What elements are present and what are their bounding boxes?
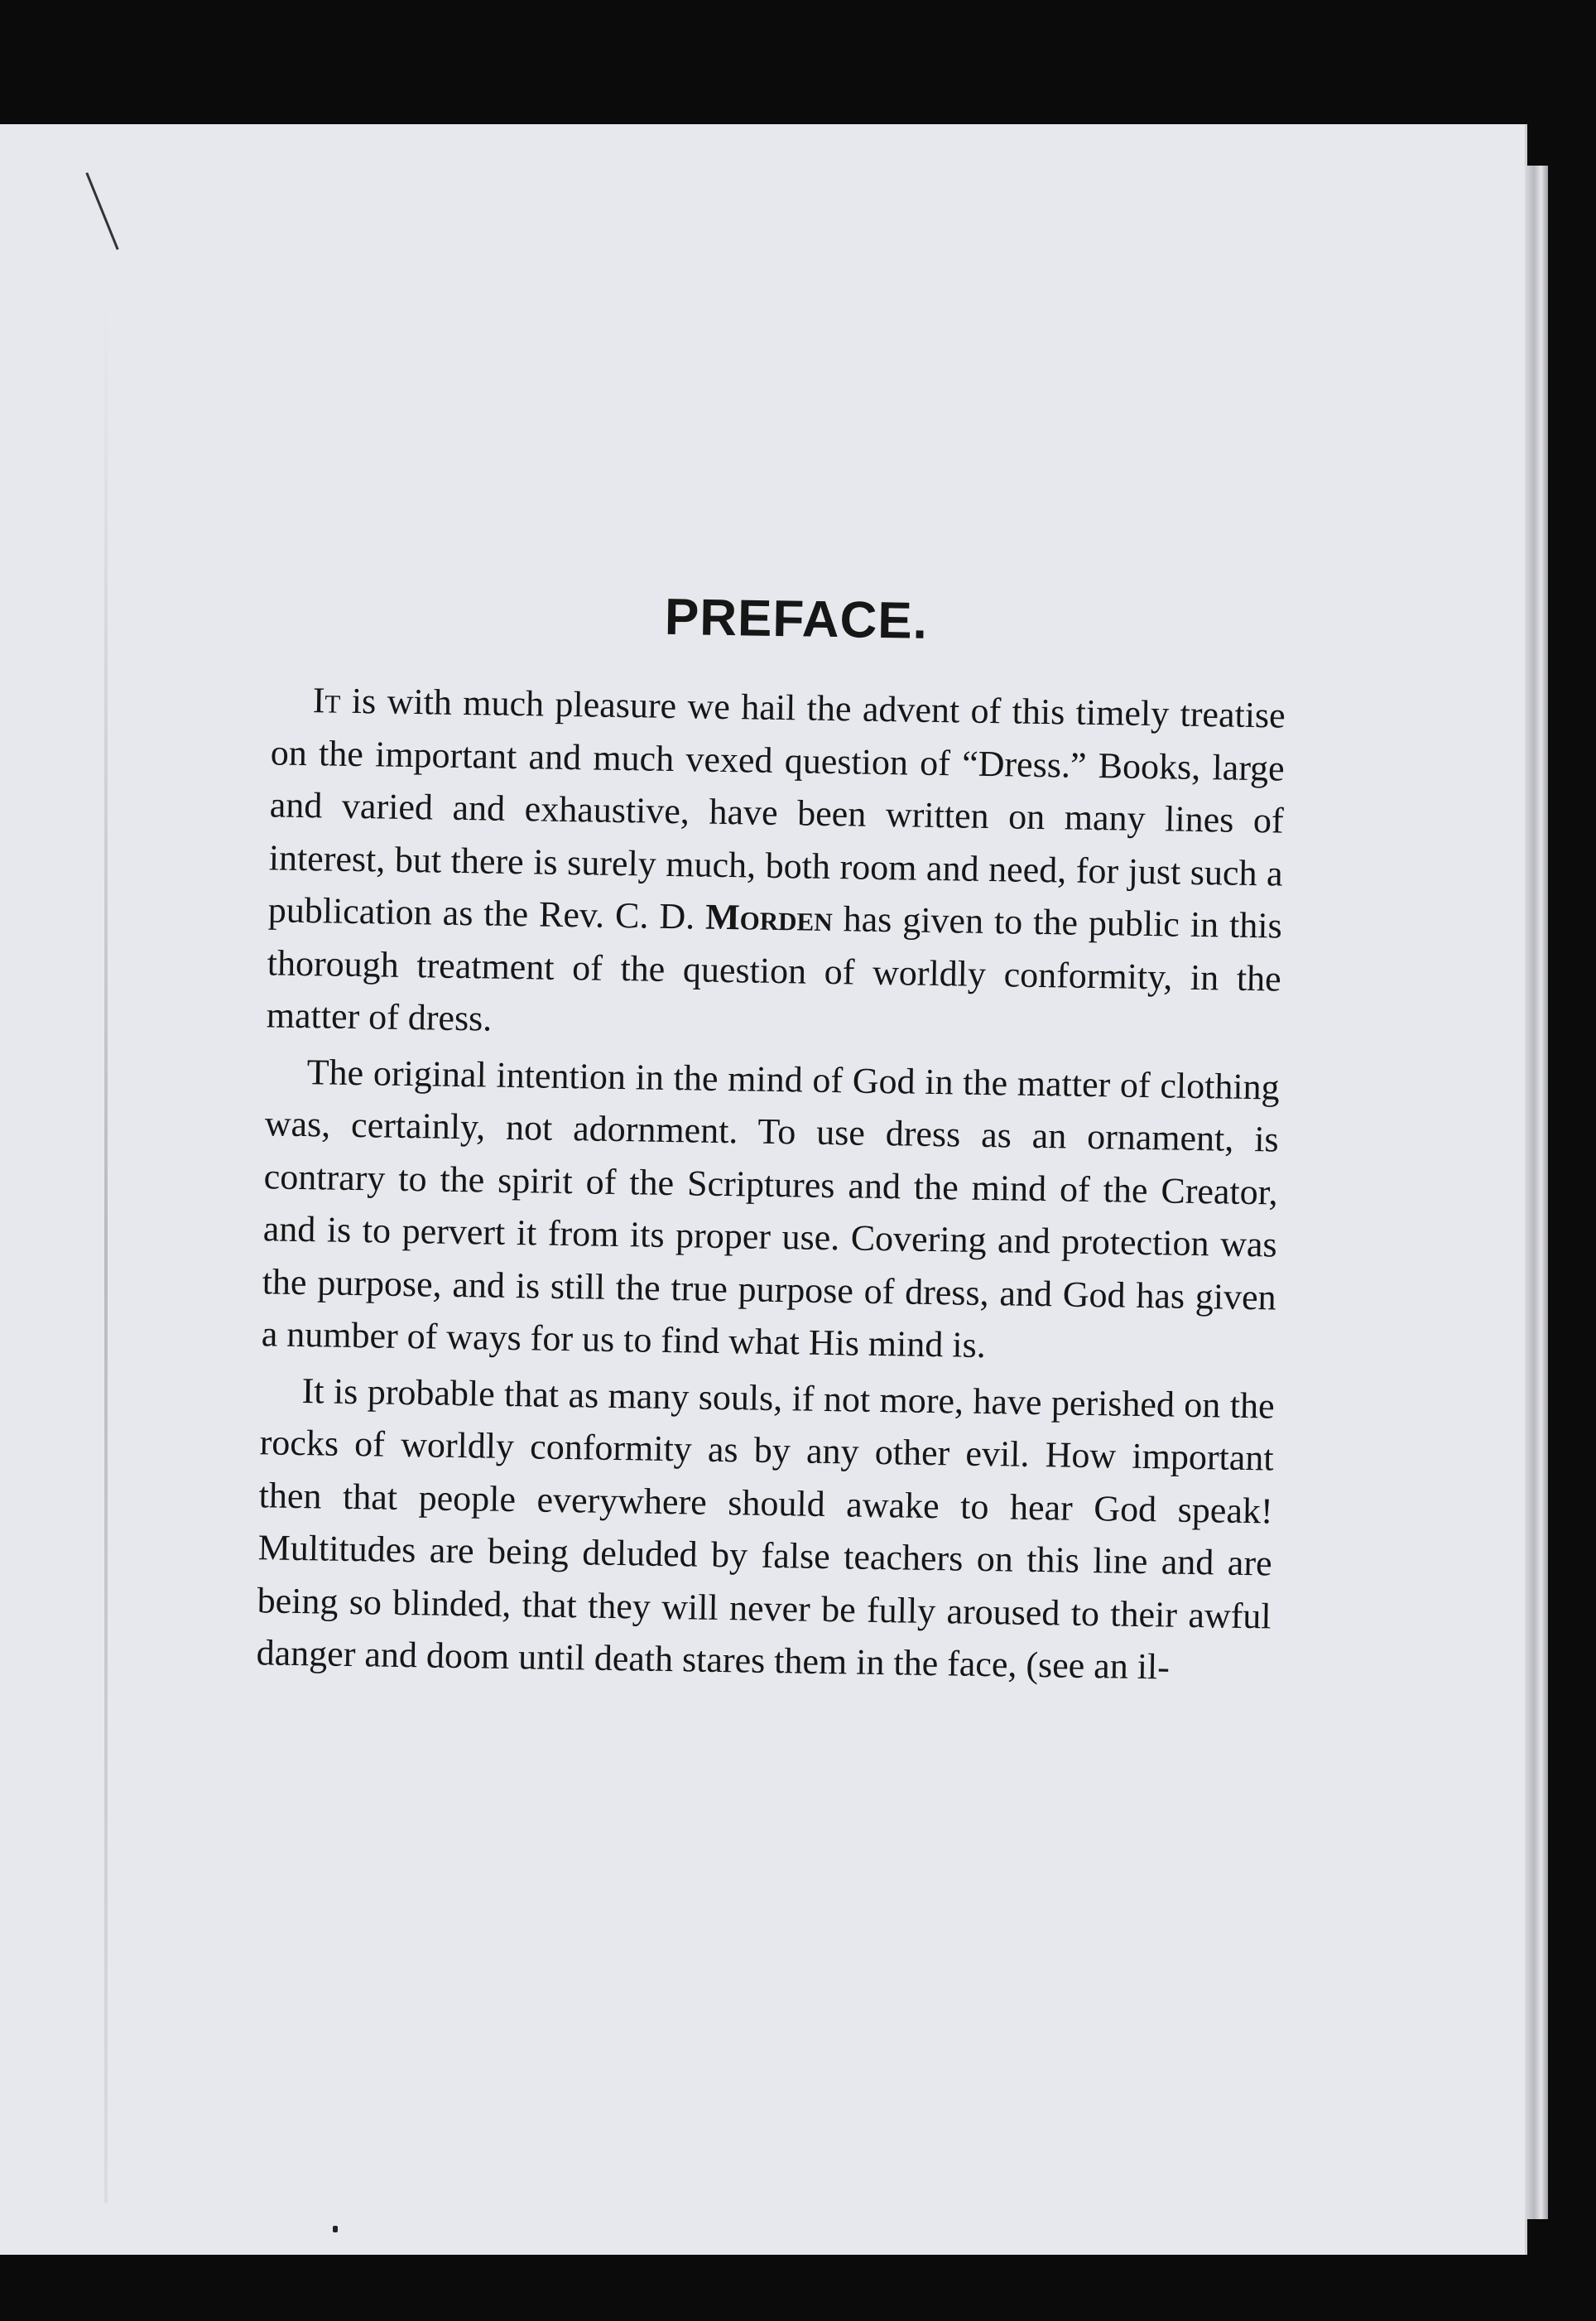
speck xyxy=(333,2226,338,2232)
author-name: Morden xyxy=(704,896,834,940)
paragraph-2: The original intention in the mind of God in the matter of clothing was, certainly, not adornment. To use dress as an ornament, is contrary to the spirit of the Scriptures and the mind of the Creator, and is to pervert it from its proper use. Covering and protection was the purpose, and is still the true purpose of dress, and God has given a number of ways for us to find what His mind is. xyxy=(261,1051,1281,1366)
paragraph-1 xyxy=(266,673,1286,1057)
binding-fold xyxy=(104,298,108,2203)
page-title: PREFACE. xyxy=(664,588,929,650)
preface-text-block xyxy=(256,581,1287,1695)
paragraph-1-text-after: has given to the public in this thorough treatment of the question of worldly conformity, in the matter of dress. xyxy=(266,898,1283,1039)
paragraph-3: It is probable that as many souls, if not more, have perished on the rocks of worldly conformity as by any other evil. How important then that people everywhere should awake to hear God speak! Multitudes are being deluded by false teachers on this line and are being so blinded, that they will never be fully aroused to their awful danger and doom until death stares them in the face, (see an il- xyxy=(256,1370,1275,1688)
paragraph-1-text: is with much pleasure we hail the advent of this timely treatise on the important and much vexed question of “Dress.” Books, large and varied and exhaustive, have been written on many lines of interest, but there is surely much, both room and need, for just such a publication as the Rev. C. D. xyxy=(267,680,1286,937)
page-edge xyxy=(1525,166,1548,2219)
lead-word: It xyxy=(312,680,341,721)
